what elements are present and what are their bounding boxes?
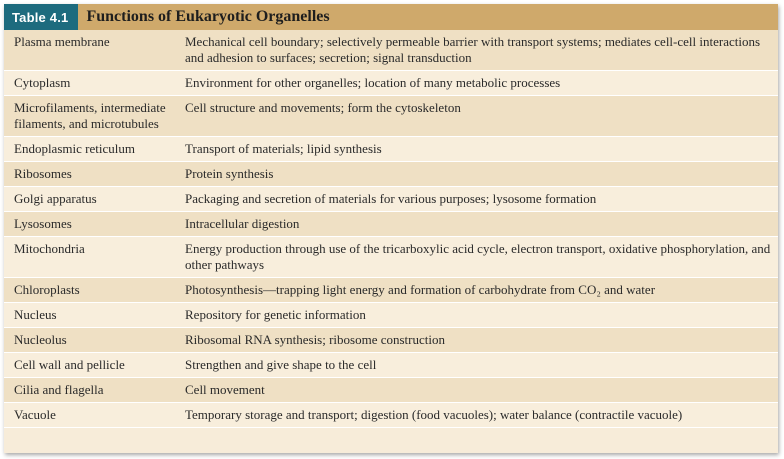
organelle-function-cell: Ribosomal RNA synthesis; ribosome construction (179, 328, 778, 353)
organelle-name-cell: Ribosomes (4, 162, 179, 187)
table-row (4, 403, 778, 428)
organelle-name-cell: Cilia and flagella (4, 378, 179, 403)
organelle-name-cell: Nucleolus (4, 328, 179, 353)
table-row (4, 71, 778, 96)
table-row (4, 278, 778, 303)
organelle-name-cell: Cell wall and pellicle (4, 353, 179, 378)
organelle-function-cell: Packaging and secretion of materials for various purposes; lysosome formation (179, 187, 778, 212)
table-header (4, 4, 778, 30)
organelle-name-cell: Chloroplasts (4, 278, 179, 303)
table-row (4, 303, 778, 328)
table-row (4, 353, 778, 378)
organelle-function-cell: Temporary storage and transport; digestion (food vacuoles); water balance (contractile vacuole) (179, 403, 778, 428)
organelle-name-cell: Lysosomes (4, 212, 179, 237)
organelle-name-cell: Mitochondria (4, 237, 179, 278)
organelle-function-cell: Intracellular digestion (179, 212, 778, 237)
organelle-name-cell: Nucleus (4, 303, 179, 328)
table-row (4, 162, 778, 187)
organelle-name-cell: Golgi apparatus (4, 187, 179, 212)
organelle-function-cell: Cell structure and movements; form the cytoskeleton (179, 96, 778, 137)
table-title: Functions of Eukaryotic Organelles (86, 8, 330, 25)
table-row (4, 328, 778, 353)
table-row (4, 96, 778, 137)
organelle-function-cell: Repository for genetic information (179, 303, 778, 328)
table-row (4, 30, 778, 71)
organelle-function-cell: Protein synthesis (179, 162, 778, 187)
organelle-function-cell: Photosynthesis—trapping light energy and formation of carbohydrate from CO₂ and water (179, 278, 778, 303)
organelle-name-cell: Endoplasmic reticulum (4, 137, 179, 162)
organelle-function-cell: Cell movement (179, 378, 778, 403)
organelle-function-cell: Mechanical cell boundary; selectively permeable barrier with transport systems; mediates cell-cell interactions and adhesion to surfaces; secretion; signal transduction (179, 30, 778, 71)
table-row (4, 137, 778, 162)
organelle-name-cell: Plasma membrane (4, 30, 179, 71)
table-row (4, 237, 778, 278)
organelle-functions-table (4, 4, 778, 453)
organelle-function-cell: Strengthen and give shape to the cell (179, 353, 778, 378)
table-number-badge: Table 4.1 (4, 4, 78, 30)
table-row (4, 187, 778, 212)
organelle-name-cell: Microfilaments, intermediate filaments, and microtubules (4, 96, 179, 137)
table-row (4, 212, 778, 237)
organelle-name-cell: Cytoplasm (4, 71, 179, 96)
organelle-function-cell: Energy production through use of the tricarboxylic acid cycle, electron transport, oxidative phosphorylation, and other pathways (179, 237, 778, 278)
organelle-function-cell: Transport of materials; lipid synthesis (179, 137, 778, 162)
table-row (4, 378, 778, 403)
organelle-function-cell: Environment for other organelles; location of many metabolic processes (179, 71, 778, 96)
table-body (4, 30, 778, 428)
organelle-name-cell: Vacuole (4, 403, 179, 428)
